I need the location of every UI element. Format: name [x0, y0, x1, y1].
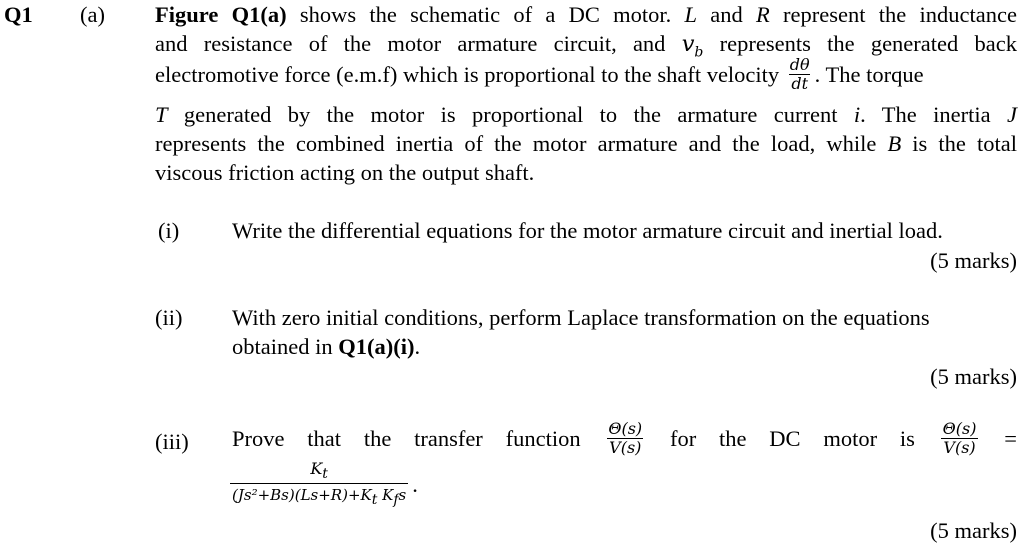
transfer-function-fraction-2 — [941, 420, 979, 457]
sub-ii-text-line2 — [232, 332, 420, 361]
var-vb: $v_b$ — [681, 31, 704, 61]
intro-text: electromotive force (e.m.f) which is proportional to the shaft velocity — [155, 62, 785, 87]
word: is — [899, 426, 915, 451]
fraction-numerator: Θ(s) — [942, 419, 977, 438]
var-B: B — [887, 131, 902, 156]
question-number: Q1 — [4, 2, 33, 27]
period: . — [412, 472, 418, 498]
part-label: (a) — [80, 2, 105, 27]
sub-i-label: (i) — [158, 218, 180, 243]
sub-ii-text: . — [414, 334, 421, 359]
fraction-numerator: dθ — [789, 55, 810, 74]
word: function — [505, 426, 581, 451]
sub-iii-label: (iii) — [155, 429, 189, 454]
word: motor — [823, 426, 878, 451]
intro-text: and — [697, 2, 757, 27]
intro-line-1 — [155, 0, 1017, 29]
sub-ii-text: obtained in — [232, 334, 339, 359]
result-numerator: $K_t$ — [310, 459, 328, 483]
word: Prove — [232, 426, 285, 451]
intro-text: and resistance of the motor armature circuit, and — [155, 31, 682, 56]
word: the — [363, 426, 392, 451]
word: for — [669, 426, 697, 451]
sub-i-text: Write the differential equations for the motor armature circuit and inertial load. — [232, 218, 943, 243]
intro-text: . The torque — [814, 62, 924, 87]
intro-text: represent the inductance — [769, 2, 1017, 27]
word: transfer — [414, 426, 483, 451]
var-i: i — [853, 102, 861, 127]
fraction-numerator: Θ(s) — [608, 419, 643, 438]
result-denominator: $(Js^2+Bs)(Ls+R)+K_t$ $K_fs$ — [230, 483, 408, 509]
sub-ii-marks: (5 marks) — [930, 364, 1017, 389]
intro-text: is the total — [901, 131, 1017, 156]
intro-line-6: viscous friction acting on the output shaft. — [155, 160, 535, 185]
result-fraction — [230, 460, 408, 509]
word: the — [718, 426, 747, 451]
fraction-denominator: dt — [791, 74, 809, 93]
sub-i-marks: (5 marks) — [930, 248, 1017, 273]
result-formula — [230, 460, 418, 509]
var-L: L — [684, 2, 698, 27]
transfer-function-fraction — [606, 420, 644, 457]
fraction-denominator: V(s) — [943, 438, 976, 457]
var-T: T — [155, 102, 168, 127]
intro-text: represents the generated back — [703, 31, 1017, 56]
word: DC — [769, 426, 801, 451]
sub-iii-marks: (5 marks) — [930, 518, 1017, 543]
equals-sign: = — [1004, 426, 1017, 451]
sub-ii-text-line1: With zero initial conditions, perform Laplace transformation on the equations — [232, 305, 930, 330]
var-R: R — [756, 2, 770, 27]
sub-iii-line1 — [232, 420, 1017, 457]
intro-line-3 — [155, 56, 1017, 93]
sub-ii-label: (ii) — [155, 305, 183, 330]
intro-text: represents the combined inertia of the motor armature and the load, while — [155, 131, 888, 156]
intro-text: . The inertia — [860, 102, 1007, 127]
intro-line-5 — [155, 129, 1017, 158]
var-J: J — [1007, 102, 1017, 127]
intro-text: shows the schematic of a DC motor. — [286, 2, 685, 27]
sub-ii-ref: Q1(a)(i) — [338, 334, 415, 359]
intro-line-4 — [155, 100, 1017, 129]
velocity-fraction — [788, 56, 812, 93]
figure-ref: Figure Q1(a) — [155, 2, 287, 27]
intro-text: generated by the motor is proportional to the armature current — [167, 102, 854, 127]
fraction-denominator: V(s) — [609, 438, 642, 457]
word: that — [307, 426, 342, 451]
